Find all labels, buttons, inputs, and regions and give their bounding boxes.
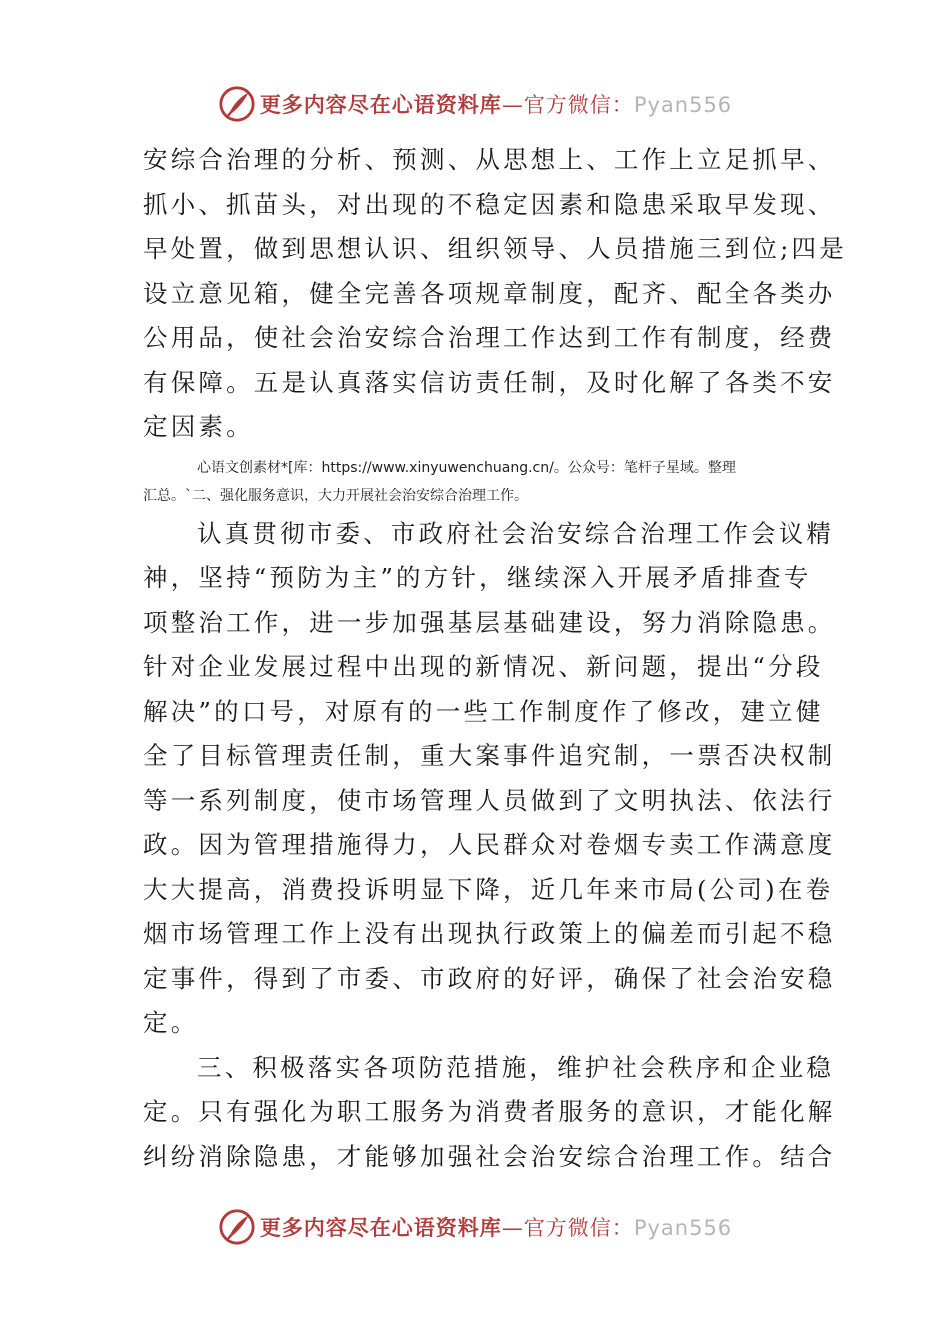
banner-wechat-id: Pyan556	[633, 93, 733, 117]
text-line: 全了目标管理责任制，重大案事件追究制，一票否决权制	[143, 741, 836, 770]
text-line: 抓小、抓苗头，对出现的不稳定因素和隐患采取早发现、	[143, 189, 836, 219]
text-line: 定因素。	[143, 412, 254, 441]
text-line: 安综合治理的分析、预测、从思想上、工作上立足抓早、	[143, 145, 836, 174]
text-line: 早处置，做到思想认识、组织领导、人员措施三到位;四是	[143, 234, 847, 263]
note-line: 汇总。`二、强化服务意识，大力开展社会治安综合治理工作。	[143, 487, 528, 504]
text-line: 设立意见箱，健全完善各项规章制度，配齐、配全各类办	[143, 278, 836, 308]
text-line: 政。因为管理措施得力，人民群众对卷烟专卖工作满意度	[143, 830, 836, 859]
banner-dash: —	[501, 93, 524, 117]
text-line: 项整治工作，进一步加强基层基础建设，努力消除隐患。	[143, 607, 836, 637]
footer-banner	[0, 1205, 950, 1249]
text-line: 等一系列制度，使市场管理人员做到了文明执法、依法行	[143, 785, 836, 815]
banner-wechat-label: 官方微信：	[523, 1216, 634, 1240]
source-note	[143, 454, 807, 510]
banner-main-text: 更多内容尽在心语资料库	[259, 93, 502, 117]
text-line: 公用品，使社会治安综合治理工作达到工作有制度，经费	[143, 323, 836, 352]
feather-quill-logo	[218, 85, 256, 123]
text-line: 有保障。五是认真落实信访责任制，及时化解了各类不安	[143, 367, 836, 397]
document-body	[143, 138, 847, 1179]
feather-quill-logo	[218, 1208, 256, 1246]
text-line: 纠纷消除隐患，才能够加强社会治安综合治理工作。结合	[143, 1141, 836, 1171]
note-line: 心语文创素材*[库：https://www.xinyuwenchuang.cn/。公众号：笔杆子星域。整理	[197, 459, 736, 476]
text-line: 定。	[143, 1008, 199, 1037]
banner-wechat-id: Pyan556	[633, 1216, 733, 1240]
text-line: 大大提高，消费投诉明显下降，近几年来市局(公司)在卷	[143, 874, 834, 904]
banner-main-text: 更多内容尽在心语资料库	[259, 1216, 502, 1240]
text-line: 认真贯彻市委、市政府社会治安综合治理工作会议精	[197, 518, 835, 548]
text-line: 定。只有强化为职工服务为消费者服务的意识，才能化解	[143, 1097, 836, 1126]
text-line: 定事件，得到了市委、市政府的好评，确保了社会治安稳	[143, 963, 836, 993]
paragraph-2	[143, 512, 836, 1046]
banner-wechat-label: 官方微信：	[523, 93, 634, 117]
text-line: 解决”的口号，对原有的一些工作制度作了修改，建立健	[143, 696, 824, 726]
text-line: 烟市场管理工作上没有出现执行政策上的偏差而引起不稳	[143, 919, 836, 948]
paragraph-1	[143, 138, 847, 450]
paragraph-3	[143, 1046, 836, 1180]
text-line: 针对企业发展过程中出现的新情况、新问题，提出“分段	[143, 652, 824, 681]
banner-dash: —	[501, 1216, 524, 1240]
text-line: 三、积极落实各项防范措施，维护社会秩序和企业稳	[197, 1052, 835, 1082]
text-line: 神，坚持“预防为主”的方针，继续深入开展矛盾排查专	[143, 563, 812, 592]
header-banner	[0, 82, 950, 126]
